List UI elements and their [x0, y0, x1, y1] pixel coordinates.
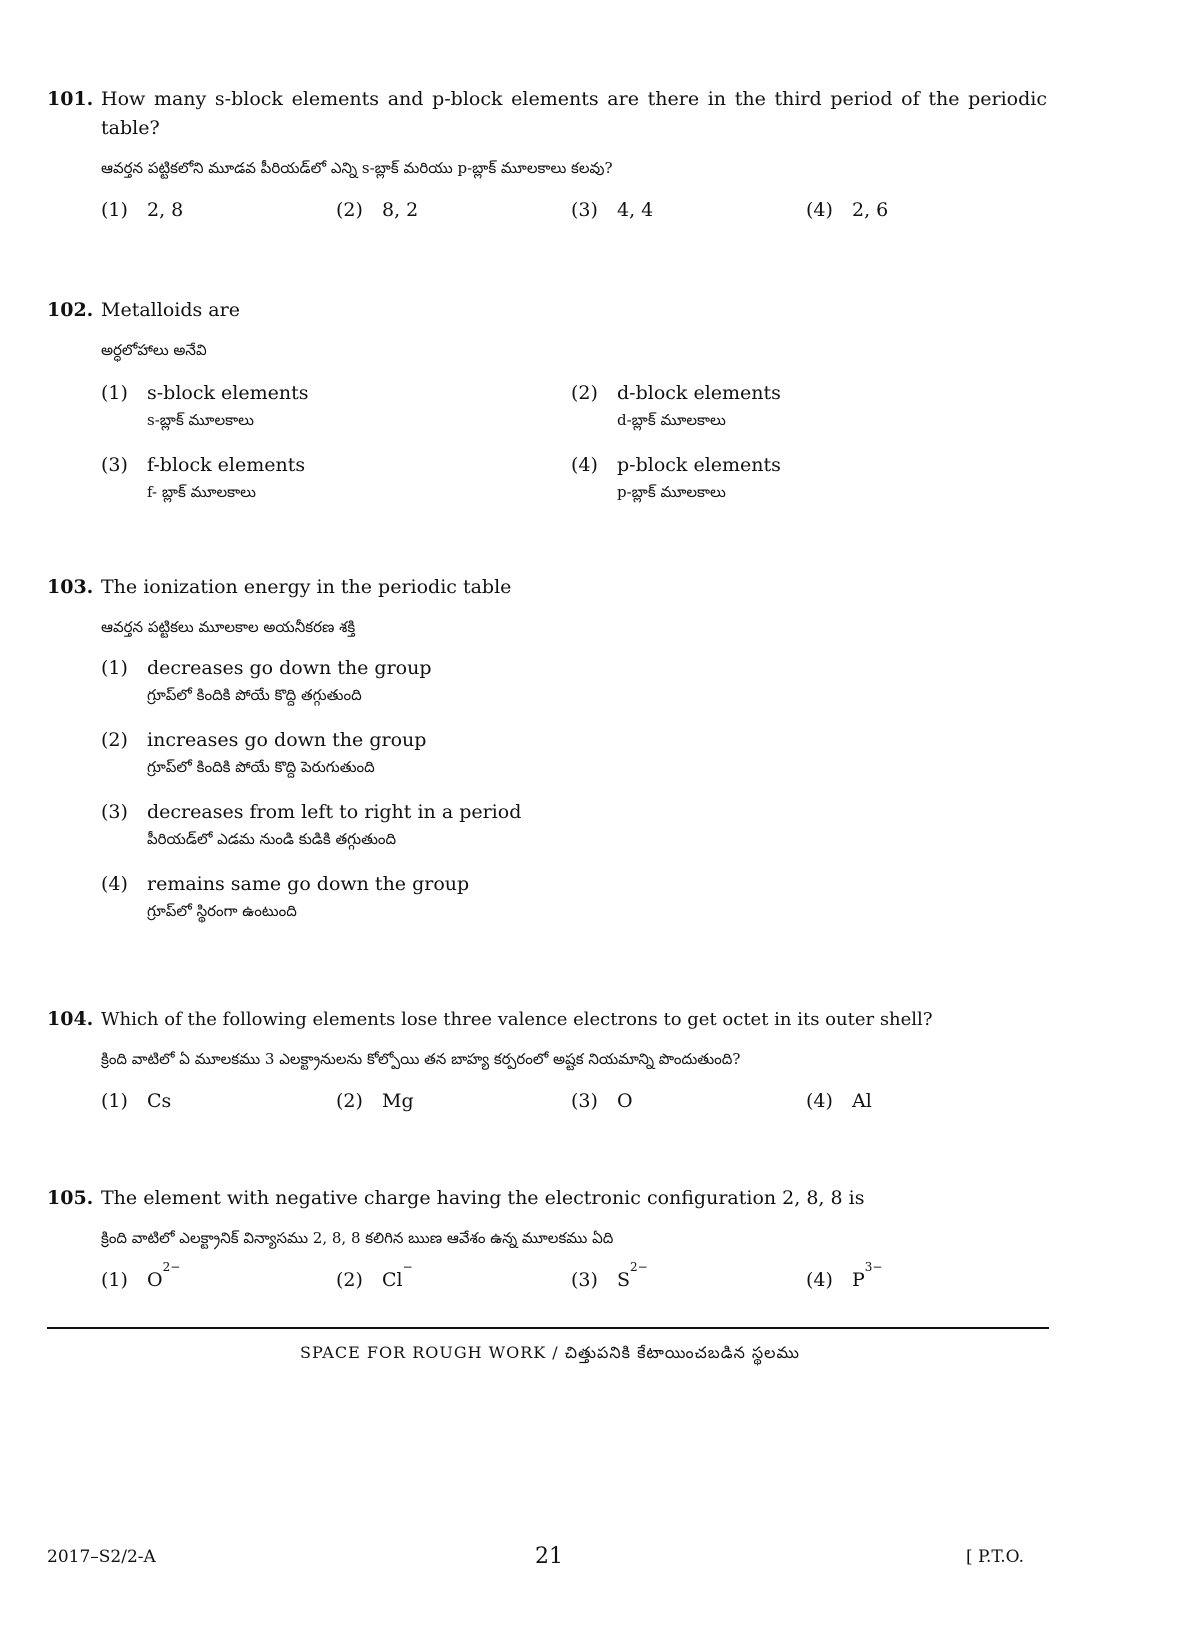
option-number: (4) — [101, 873, 128, 895]
question-text: The element with negative charge having the electronic configuration 2, 8, 8 is — [101, 1187, 865, 1209]
option-4 — [806, 1260, 1041, 1293]
option-text: Al — [852, 1090, 872, 1112]
option-number: (2) — [101, 729, 128, 751]
option-number: (2) — [336, 1090, 363, 1112]
option-text: O — [147, 1269, 163, 1291]
option-1 — [101, 1088, 336, 1114]
option-telugu: d-బ్లాక్ మూలకాలు — [617, 411, 726, 429]
option-telugu: f- బ్లాక్ మూలకాలు — [147, 483, 256, 501]
question-line — [47, 573, 1047, 602]
option-text: f-block elements — [147, 454, 306, 476]
option-2 — [336, 1260, 571, 1293]
option-number: (4) — [571, 454, 598, 476]
option-3 — [101, 451, 571, 505]
question-text: Metalloids are — [101, 299, 240, 321]
option-charge: 3− — [864, 1260, 883, 1274]
option-number: (4) — [806, 199, 833, 221]
option-text: p-block elements — [617, 454, 781, 476]
question-telugu: అర్ధలోహాలు అనేవి — [101, 341, 207, 359]
question-telugu: క్రింది వాటిలో ఏ మూలకము 3 ఎలక్ట్రానులను కోల్పోయి తన బాహ్య కర్పరంలో అష్టక నియమాన్ని పొందుతుంది? — [101, 1050, 741, 1068]
question-line — [47, 1005, 1047, 1034]
pto-label: [ P.T.O. — [966, 1547, 1025, 1567]
option-1 — [101, 197, 336, 223]
option-1 — [101, 379, 571, 433]
option-text: P — [852, 1269, 865, 1291]
option-number: (2) — [336, 1269, 363, 1291]
option-text: 8, 2 — [382, 199, 419, 221]
option-text: S — [617, 1269, 631, 1291]
option-4 — [806, 197, 1041, 223]
question-text: How many s-block elements and p-block elements are there in the third period of the periodic table? — [101, 88, 1047, 139]
question-text: Which of the following elements lose three valence electrons to get octet in its outer shell? — [101, 1009, 933, 1030]
option-text: decreases go down the group — [147, 657, 432, 679]
option-number: (1) — [101, 1090, 128, 1112]
option-text: Cl — [382, 1269, 403, 1291]
option-2 — [101, 726, 1047, 780]
question-number: 104. — [47, 1008, 94, 1030]
option-3 — [571, 197, 806, 223]
option-number: (2) — [336, 199, 363, 221]
option-4 — [806, 1088, 1041, 1114]
option-4 — [101, 870, 1047, 924]
options — [101, 197, 1047, 223]
option-text: 2, 8 — [147, 199, 184, 221]
option-number: (3) — [571, 199, 598, 221]
option-2 — [336, 197, 571, 223]
option-3 — [571, 1088, 806, 1114]
option-number: (1) — [101, 199, 128, 221]
option-text: decreases from left to right in a period — [147, 801, 522, 823]
options — [101, 1088, 1047, 1114]
option-text: remains same go down the group — [147, 873, 470, 895]
options — [101, 379, 1047, 505]
question-102 — [47, 296, 1047, 505]
option-telugu: p-బ్లాక్ మూలకాలు — [617, 483, 726, 501]
question-line — [47, 296, 1047, 325]
option-text: s-block elements — [147, 382, 309, 404]
option-number: (1) — [101, 1269, 128, 1291]
option-number: (3) — [571, 1090, 598, 1112]
option-number: (4) — [806, 1269, 833, 1291]
option-number: (4) — [806, 1090, 833, 1112]
option-text: 2, 6 — [852, 199, 889, 221]
option-number: (3) — [101, 454, 128, 476]
option-3 — [101, 798, 1047, 852]
question-number: 103. — [47, 576, 94, 598]
rough-work-label: SPACE FOR ROUGH WORK / చిత్తుపనికి కేటాయించబడిన స్థలము — [300, 1343, 800, 1362]
question-text: The ionization energy in the periodic table — [101, 576, 512, 598]
question-telugu: ఆవర్తన పట్టికలు మూలకాల అయనీకరణ శక్తి — [101, 618, 356, 636]
options — [101, 1260, 1047, 1293]
option-4 — [571, 451, 1041, 505]
option-1 — [101, 1260, 336, 1293]
option-text: Cs — [147, 1090, 172, 1112]
option-number: (1) — [101, 657, 128, 679]
question-number: 102. — [47, 299, 94, 321]
option-number: (3) — [571, 1269, 598, 1291]
option-number: (1) — [101, 382, 128, 404]
question-103 — [47, 573, 1047, 924]
option-3 — [571, 1260, 806, 1293]
option-text: d-block elements — [617, 382, 781, 404]
option-telugu: పీరియడ్‌లో ఎడమ నుండి కుడికి తగ్గుతుంది — [147, 830, 397, 848]
option-text: Mg — [382, 1090, 414, 1112]
question-105 — [47, 1184, 1047, 1293]
option-number: (2) — [571, 382, 598, 404]
options — [101, 654, 1047, 924]
option-2 — [571, 379, 1041, 433]
option-telugu: గ్రూప్‌లో కిందికి పోయే కొద్ది పెరుగుతుంది — [147, 758, 375, 776]
option-charge: 2− — [162, 1260, 181, 1274]
option-text: 4, 4 — [617, 199, 654, 221]
option-1 — [101, 654, 1047, 708]
footer-code: 2017–S2/2-A — [47, 1547, 156, 1567]
option-2 — [336, 1088, 571, 1114]
question-telugu: ఆవర్తన పట్టికలోని మూడవ పీరియడ్‌లో ఎన్ని s-బ్లాక్ మరియు p-బ్లాక్ మూలకాలు కలవు? — [101, 159, 613, 177]
question-number: 105. — [47, 1187, 94, 1209]
option-telugu: గ్రూప్‌లో కిందికి పోయే కొద్ది తగ్గుతుంది — [147, 686, 362, 704]
option-charge: 2− — [630, 1260, 648, 1274]
divider-rule — [47, 1327, 1049, 1329]
question-101 — [47, 85, 1047, 223]
option-number: (3) — [101, 801, 128, 823]
option-text: increases go down the group — [147, 729, 427, 751]
option-text: O — [617, 1090, 633, 1112]
question-line — [47, 85, 1047, 143]
option-charge: − — [402, 1260, 413, 1274]
question-number: 101. — [47, 88, 94, 110]
question-104 — [47, 1005, 1047, 1114]
page-number: 21 — [535, 1544, 563, 1569]
option-telugu: గ్రూప్‌లో స్థిరంగా ఉంటుంది — [147, 902, 297, 920]
question-telugu: క్రింది వాటిలో ఎలక్ట్రానిక్ విన్యాసము 2, 8, 8 కలిగిన ఋణ ఆవేశం ఉన్న మూలకము ఏది — [101, 1229, 614, 1247]
option-telugu: s-బ్లాక్ మూలకాలు — [147, 411, 254, 429]
question-line — [47, 1184, 1047, 1213]
